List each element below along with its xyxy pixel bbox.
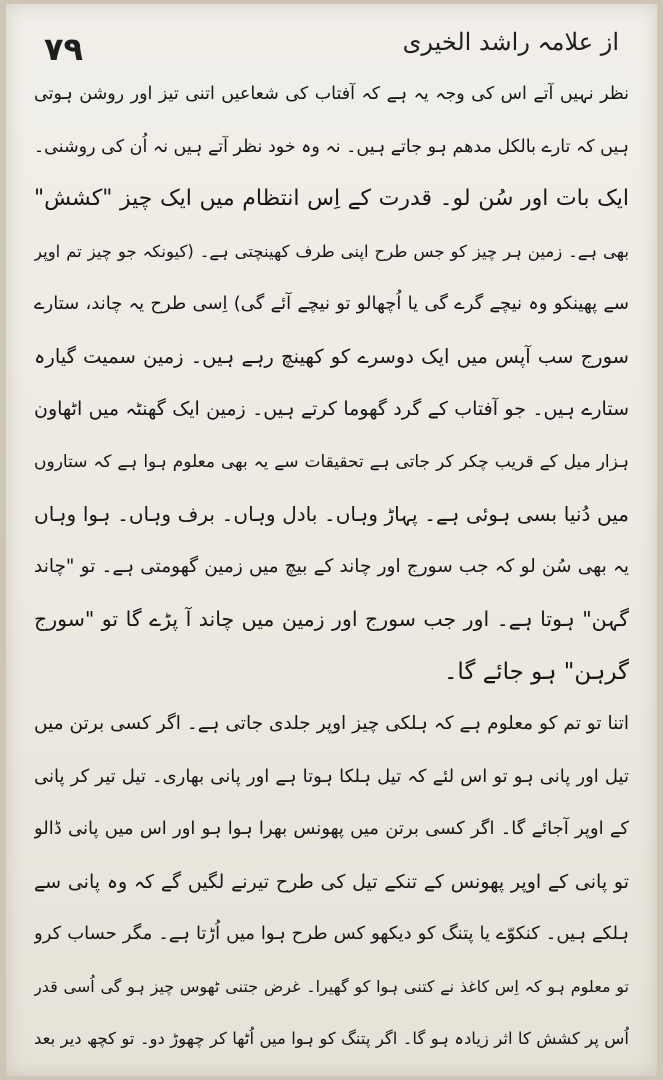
text-line: نظر نہیں آتے اس کی وجہ یہ ہے کہ آفتاب کی شعاعیں اتنی تیز اور روشن ہوتی xyxy=(34,84,629,104)
text-line: ستارے ہیں۔ جو آفتاب کے گرد گھوما کرتے ہیں۔ زمین ایک گھنٹہ میں اٹھاون xyxy=(34,398,629,420)
text-line: سے پھینکو وہ نیچے گرے گی یا اُچھالو تو نیچے آئے گی) اِسی طرح یہ چاند، ستارے xyxy=(34,293,629,314)
body-text xyxy=(34,68,629,1064)
text-line: بھی ہے۔ زمین ہر چیز کو جس طرح اپنی طرف کھینچتی ہے۔ (کیونکہ جو چیز تم اوپر xyxy=(34,241,629,261)
book-page xyxy=(6,4,657,1076)
text-line: گرہن" ہو جائے گا۔ xyxy=(443,658,629,685)
text-line: ہیں کہ تارے بالکل مدھم ہو جاتے ہیں۔ نہ وہ خود نظر آتے ہیں نہ اُن کی روشنی۔ xyxy=(34,136,629,157)
page-number: ۷۹ xyxy=(44,30,84,68)
text-line: اُس پر کشش کا اثر زیادہ ہو گا۔ اگر پتنگ کو ہوا میں اُٹھا کر چھوڑ دو۔ تو کچھ دیر بعد xyxy=(34,1029,629,1048)
text-line: تو پانی کے اوپر پھونس کے تنکے تیل کی طرح تیرنے لگیں گے کہ وہ پانی سے xyxy=(34,870,629,893)
text-line: میں دُنیا بسی ہوئی ہے۔ پہاڑ وہاں۔ بادل وہاں۔ برف وہاں۔ ہوا وہاں xyxy=(34,502,629,526)
text-line: ہزار میل کے قریب چکر کر جاتی ہے تحقیقات سے یہ بھی معلوم ہوا ہے کہ ستاروں xyxy=(34,451,629,472)
text-line: تیل اور پانی ہو تو اس لئے کہ تیل ہلکا ہوتا ہے اور پانی بھاری۔ تیل تیر کر پانی xyxy=(34,765,629,787)
text-line: ہلکے ہیں۔ کنکوّے یا پتنگ کو دیکھو کس طرح ہوا میں اُڑتا ہے۔ مگر حساب کرو xyxy=(34,923,629,944)
running-head: از علامہ راشد الخیری xyxy=(402,28,619,56)
text-line: کے اوپر آجائے گا۔ اگر کسی برتن میں پھونس بھرا ہوا ہو اور اس میں پانی ڈالو xyxy=(34,818,629,839)
text-line: گہن" ہوتا ہے۔ اور جب سورج اور زمین میں چاند آ پڑے گا تو "سورج xyxy=(34,607,629,631)
text-line: سورج سب آپس میں ایک دوسرے کو کھینچ رہے ہیں۔ زمین سمیت گیارہ xyxy=(34,344,629,368)
text-line: اتنا تو تم کو معلوم ہے کہ ہلکی چیز اوپر جلدی جاتی ہے۔ اگر کسی برتن میں xyxy=(34,713,629,734)
text-line: یہ بھی سُن لو کہ جب سورج اور چاند کے بیچ میں زمین گھومتی ہے۔ تو "چاند xyxy=(34,555,629,577)
text-line: تو معلوم ہو کہ اِس کاغذ نے کتنی ہوا کو گھیرا۔ غرض جتنی ٹھوس چیز ہو گی اُسی قدر xyxy=(34,976,629,996)
text-line: ایک بات اور سُن لو۔ قدرت کے اِس انتظام میں ایک چیز "کشش" xyxy=(34,186,629,211)
